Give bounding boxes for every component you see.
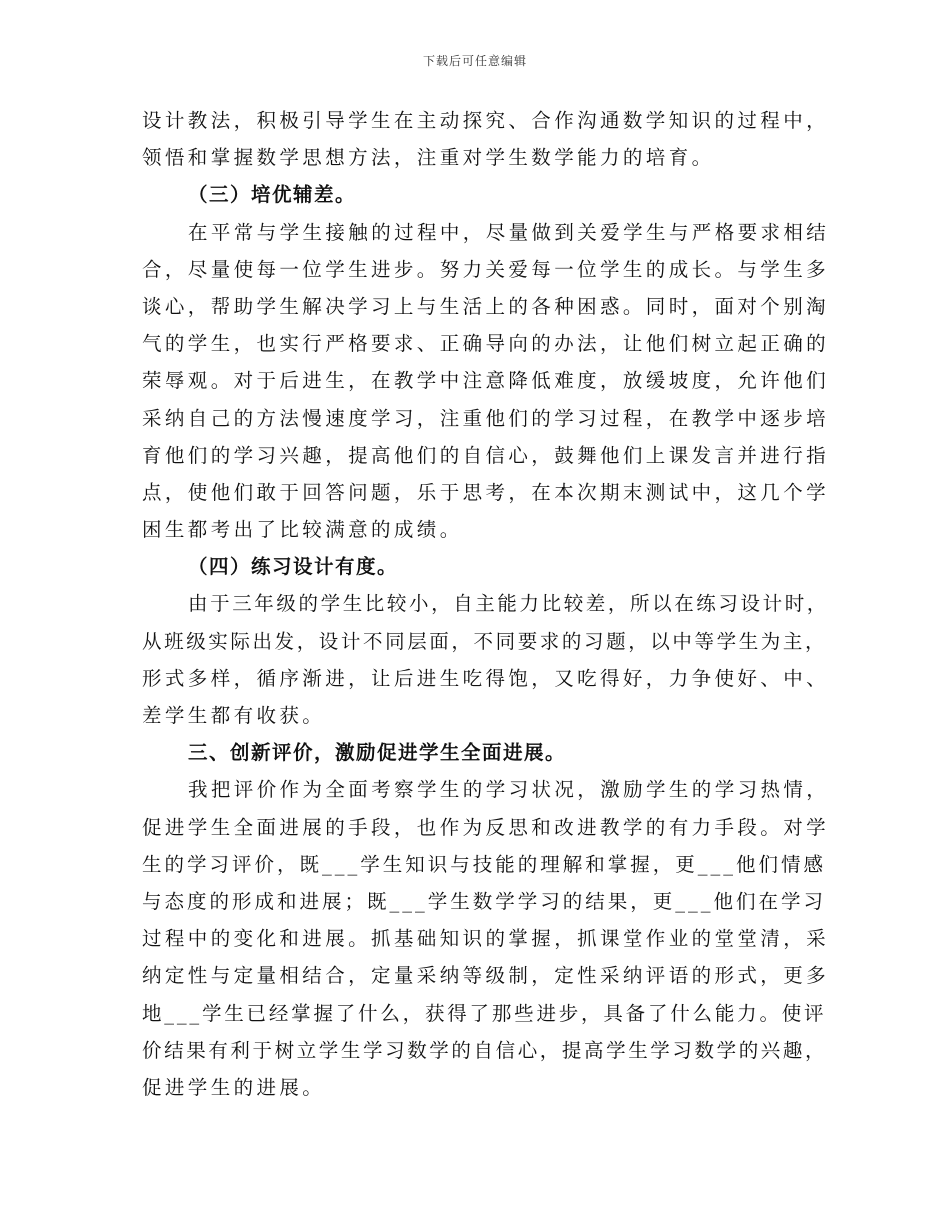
- page-header: 下载后可任意编辑: [422, 54, 527, 68]
- text-line: 从班级实际出发，设计不同层面，不同要求的习题，以中等学生为主，: [142, 629, 828, 653]
- text-line: 差学生都有收获。: [142, 704, 326, 727]
- section-heading: （三）培优辅差。: [188, 183, 357, 207]
- text-line: 促进学生的进展。: [142, 1075, 326, 1099]
- text-line: 困生都考出了比较满意的成绩。: [142, 518, 463, 542]
- text-line: 价结果有利于树立学生学习数学的自信心，提高学生学习数学的兴趣，: [142, 1038, 828, 1062]
- text-line: 合，尽量使每一位学生进步。努力关爱每一位学生的成长。与学生多: [142, 257, 830, 281]
- paragraph-first-line: 我把评价作为全面考察学生的学习状况，激励学生的学习热情，: [188, 778, 830, 802]
- text-line: 育他们的学习兴趣，提高他们的自信心，鼓舞他们上课发言并进行指: [142, 443, 830, 467]
- text-line: 采纳自己的方法慢速度学习，注重他们的学习过程，在教学中逐步培: [142, 406, 830, 430]
- text-line: 谈心，帮助学生解决学习上与生活上的各种困惑。同时，面对个别淘: [142, 294, 830, 318]
- text-line: 荣辱观。对于后进生，在教学中注意降低难度，放缓坡度，允许他们: [142, 369, 830, 393]
- text-line: 与态度的形成和进展；既___学生数学学习的结果，更___他们在学习: [142, 889, 827, 913]
- section-heading: 三、创新评价，激励促进学生全面进展。: [188, 741, 567, 765]
- text-line: 气的学生，也实行严格要求、正确导向的办法，让他们树立起正确的: [142, 332, 830, 356]
- text-line: 纳定性与定量相结合，定量采纳等级制，定性采纳评语的形式，更多: [142, 964, 830, 988]
- document-body: [142, 102, 832, 1106]
- text-line: 设计教法，积极引导学生在主动探究、合作沟通数学知识的过程中，: [142, 109, 830, 132]
- text-line: 过程中的变化和进展。抓基础知识的掌握，抓课堂作业的堂堂清，采: [142, 927, 830, 951]
- paragraph-first-line: 在平常与学生接触的过程中，尽量做到关爱学生与严格要求相结: [188, 220, 830, 244]
- text-line: 生的学习评价，既___学生知识与技能的理解和掌握，更___他们情感: [142, 852, 827, 876]
- text-line: 点，使他们敢于回答问题，乐于思考，在本次期末测试中，这几个学: [142, 480, 830, 504]
- text-line: 形式多样，循序渐进，让后进生吃得饱，又吃得好，力争使好、中、: [142, 666, 830, 690]
- text-line: 领悟和掌握数学思想方法，注重对学生数学能力的培育。: [142, 146, 715, 170]
- paragraph-first-line: 由于三年级的学生比较小，自主能力比较差，所以在练习设计时，: [188, 592, 829, 616]
- text-line: 地___学生已经掌握了什么，获得了那些进步，具备了什么能力。使评: [142, 1001, 827, 1025]
- section-heading: （四）练习设计有度。: [188, 555, 399, 579]
- text-line: 促进学生全面进展的手段，也作为反思和改进教学的有力手段。对学: [142, 815, 830, 839]
